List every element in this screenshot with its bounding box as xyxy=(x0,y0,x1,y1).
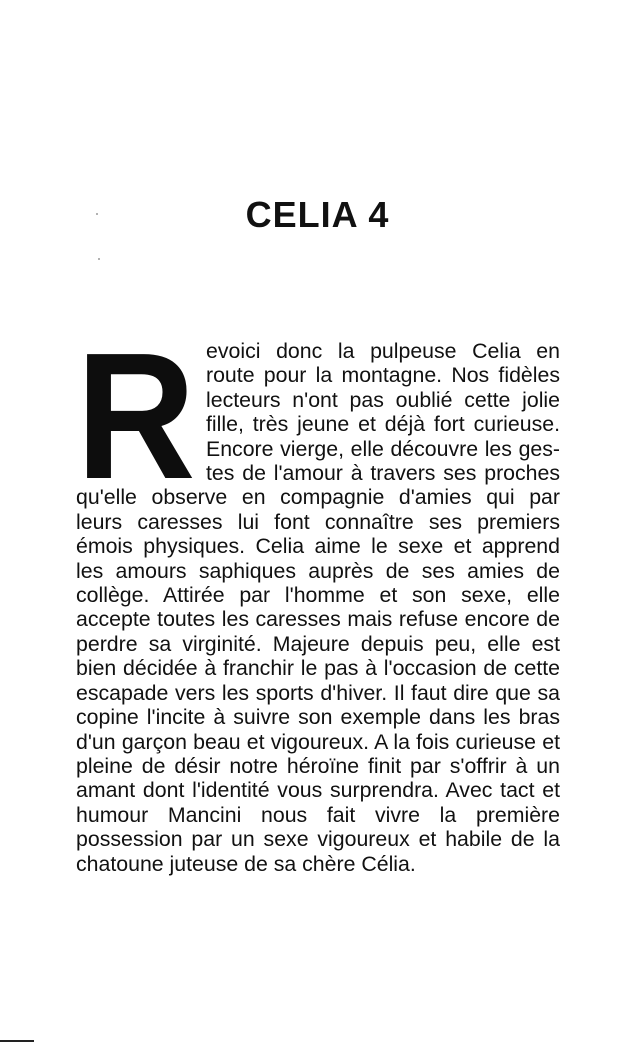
book-title: CELIA 4 xyxy=(245,194,390,235)
drop-cap-letter: R xyxy=(76,316,196,517)
book-blurb xyxy=(76,316,560,876)
paper-speck xyxy=(96,213,98,215)
blurb-text: evoici donc la pulpeuse Celia en route pour la montagne. Nos fidèles lecteurs n'ont pas oublié cette jolie fille, très jeune et déjà fort curieuse. Encore vierge, elle découvre les gestes de l'amour à travers ses proches qu'elle observe en compagnie d'amies qui par leurs caresses lui font connaître ses premiers émois physiques. Celia aime le sexe et apprend les amours saphiques auprès de ses amies de collège. Attirée par l'homme et son sexe, elle accepte toutes les caresses mais refuse encore de perdre sa virginité. Majeure depuis peu, elle est bien décidée à franchir le pas à l'occasion de cette escapade vers les sports d'hiver. Il faut dire que sa copine l'incite à suivre son exemple dans les bras d'un garçon beau et vigoureux. A la fois curieuse et pleine de désir notre héroïne finit par s'offrir à un amant dont l'identité vous surprendra. Avec tact et humour Mancini nous fait vivre la première possession par un sexe vigoureux et habile de la chatoune juteuse de sa chère Célia. xyxy=(76,339,560,876)
paper-speck xyxy=(98,258,100,260)
page-edge-mark xyxy=(0,1040,34,1042)
